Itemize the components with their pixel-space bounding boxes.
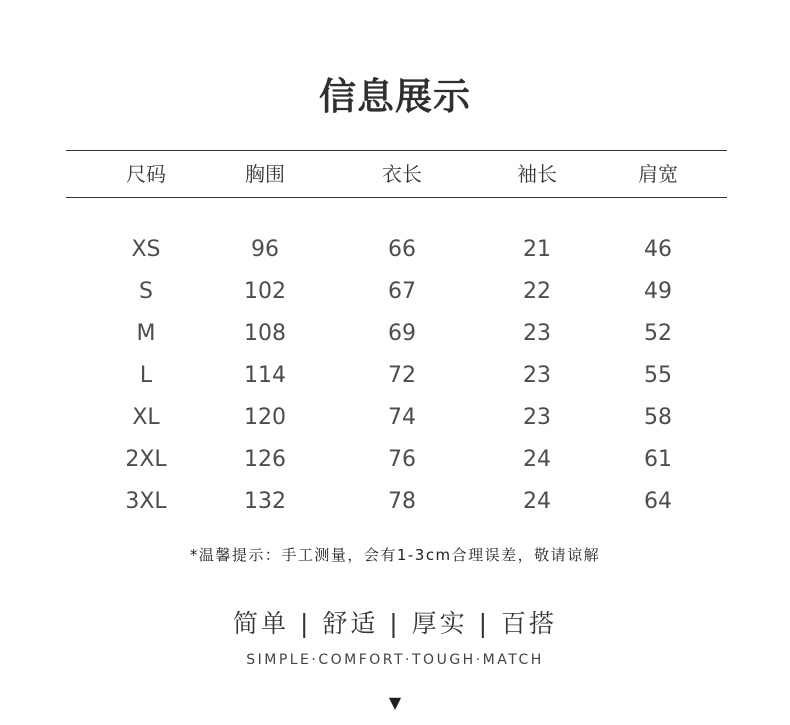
table-cell-size: S — [139, 279, 153, 304]
column-header-shoulder: 肩宽 — [638, 162, 678, 186]
page-title: 信息展示 — [319, 75, 471, 118]
column-header-size: 尺码 — [126, 162, 166, 186]
table-cell-shoulder: 55 — [644, 363, 672, 388]
table-cell-sleeve: 24 — [523, 447, 551, 472]
measurement-note: *温馨提示：手工测量，会有1-3cm合理误差，敬请谅解 — [189, 546, 601, 564]
column-header-sleeve: 袖长 — [517, 162, 557, 186]
table-cell-size: 3XL — [125, 489, 167, 514]
table-cell-sleeve: 23 — [523, 405, 551, 430]
table-cell-shoulder: 61 — [644, 447, 672, 472]
table-cell-size: M — [136, 321, 156, 346]
table-cell-length: 76 — [388, 447, 416, 472]
table-cell-length: 66 — [388, 237, 416, 262]
table-cell-sleeve: 23 — [523, 321, 551, 346]
table-cell-length: 78 — [388, 489, 416, 514]
table-cell-chest: 102 — [244, 279, 286, 304]
slogan: 简单 | 舒适 | 厚实 | 百搭 — [233, 609, 557, 638]
table-cell-length: 74 — [388, 405, 416, 430]
table-cell-shoulder: 46 — [644, 237, 672, 262]
table-cell-size: XS — [131, 237, 161, 262]
table-cell-chest: 132 — [244, 489, 286, 514]
table-cell-shoulder: 64 — [644, 489, 672, 514]
column-header-length: 衣长 — [382, 162, 422, 186]
column-header-chest: 胸围 — [245, 162, 285, 186]
table-top-rule — [66, 150, 727, 151]
table-cell-sleeve: 24 — [523, 489, 551, 514]
table-cell-size: L — [139, 363, 153, 388]
down-triangle-icon: ▼ — [388, 693, 402, 712]
table-cell-chest: 108 — [244, 321, 286, 346]
table-cell-chest: 120 — [244, 405, 286, 430]
table-cell-chest: 126 — [244, 447, 286, 472]
table-cell-shoulder: 49 — [644, 279, 672, 304]
table-cell-sleeve: 21 — [523, 237, 551, 262]
table-cell-shoulder: 58 — [644, 405, 672, 430]
table-cell-chest: 96 — [251, 237, 279, 262]
table-cell-size: 2XL — [125, 447, 167, 472]
table-cell-sleeve: 22 — [523, 279, 551, 304]
table-cell-length: 67 — [388, 279, 416, 304]
table-header-rule — [66, 197, 727, 198]
table-cell-length: 72 — [388, 363, 416, 388]
slogan-english: SIMPLE·COMFORT·TOUGH·MATCH — [246, 652, 544, 668]
table-cell-size: XL — [132, 405, 160, 430]
table-cell-sleeve: 23 — [523, 363, 551, 388]
table-cell-shoulder: 52 — [644, 321, 672, 346]
table-cell-length: 69 — [388, 321, 416, 346]
table-cell-chest: 114 — [244, 363, 286, 388]
